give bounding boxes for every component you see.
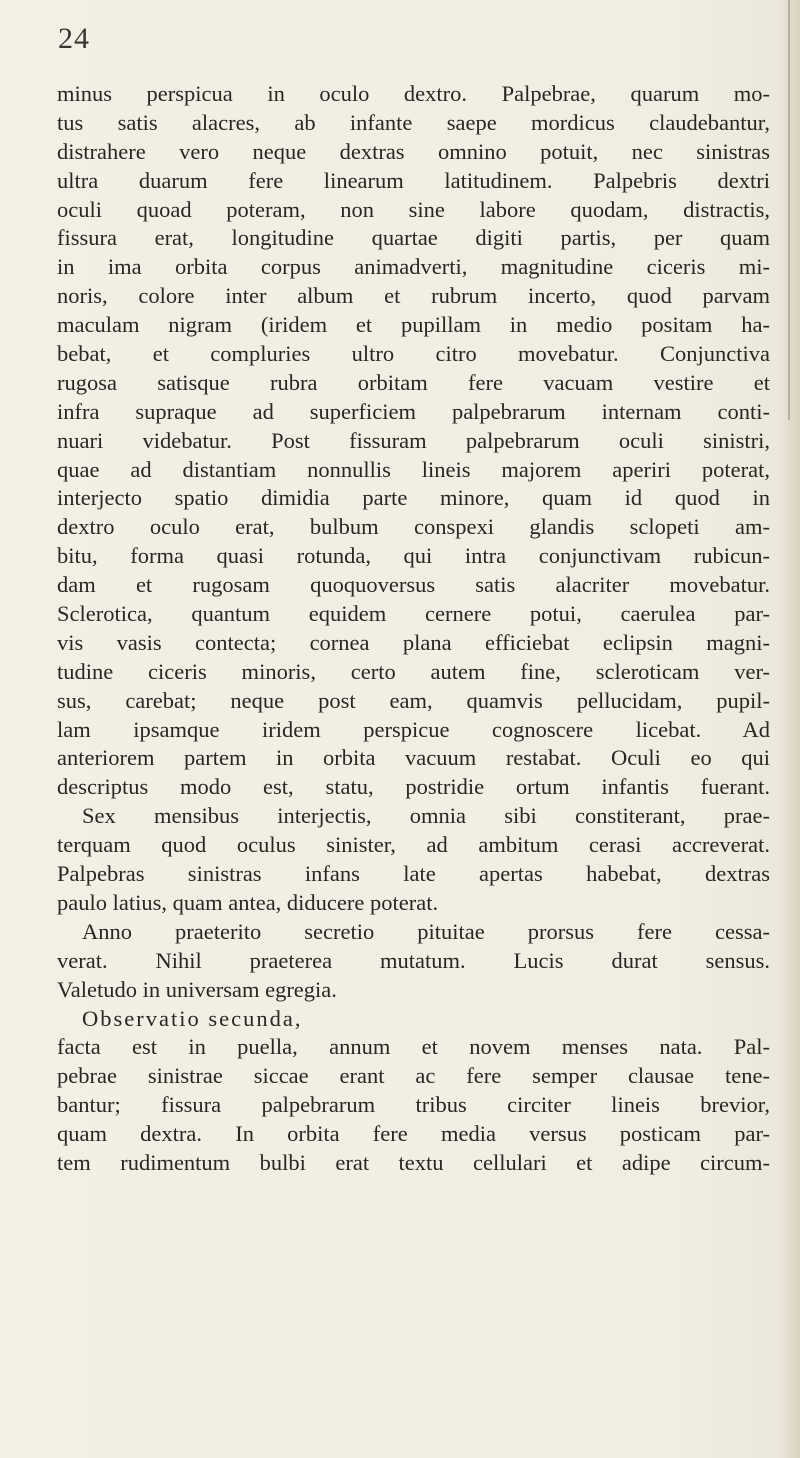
text-line: tudine ciceris minoris, certo autem fine, scleroticam ver-	[57, 658, 770, 684]
text-line: verat. Nihil praeterea mutatum. Lucis durat sensus.	[57, 947, 770, 973]
text-line: noris, colore inter album et rubrum incerto, quod parvam	[57, 283, 770, 309]
text-line: nuari videbatur. Post fissuram palpebrarum oculi sinistri,	[57, 427, 770, 453]
text-line: Palpebras sinistras infans late apertas habebat, dextras	[57, 861, 770, 887]
text-line: bitu, forma quasi rotunda, qui intra conjunctivam rubicun-	[57, 543, 770, 569]
text-line: quae ad distantiam nonnullis lineis majorem aperiri poterat,	[57, 456, 770, 482]
text-line: ultra duarum fere linearum latitudinem. Palpebris dextri	[57, 167, 770, 193]
body-text	[57, 80, 770, 1178]
text-line: rugosa satisque rubra orbitam fere vacuam vestire et	[57, 369, 770, 395]
text-line: anteriorem partem in orbita vacuum restabat. Oculi eo qui	[57, 745, 770, 771]
text-line: terquam quod oculus sinister, ad ambitum cerasi accreverat.	[57, 832, 770, 858]
text-line: pebrae sinistrae siccae erant ac fere semper clausae tene-	[57, 1063, 770, 1089]
text-line: in ima orbita corpus animadverti, magnitudine ciceris mi-	[57, 254, 770, 280]
text-line: tem rudimentum bulbi erat textu cellulari et adipe circum-	[57, 1149, 770, 1175]
text-line: quam dextra. In orbita fere media versus posticam par-	[57, 1121, 770, 1147]
text-line: Valetudo in universam egregia.	[57, 976, 337, 1002]
text-line: Sclerotica, quantum equidem cernere potui, caerulea par-	[57, 601, 770, 627]
text-line: Sex mensibus interjectis, omnia sibi constiterant, prae-	[82, 803, 770, 829]
text-line: oculi quoad poteram, non sine labore quodam, distractis,	[57, 196, 770, 222]
text-line: tus satis alacres, ab infante saepe mordicus claudebantur,	[57, 109, 770, 135]
text-line: infra supraque ad superficiem palpebrarum internam conti-	[57, 398, 770, 424]
text-line: facta est in puella, annum et novem menses nata. Pal-	[57, 1034, 770, 1060]
text-line: maculam nigram (iridem et pupillam in medio positam ha-	[57, 312, 770, 338]
text-line: minus perspicua in oculo dextro. Palpebrae, quarum mo-	[57, 81, 770, 106]
text-line: fissura erat, longitudine quartae digiti partis, per quam	[57, 225, 770, 251]
text-line: dam et rugosam quoquoversus satis alacriter movebatur.	[57, 572, 770, 598]
text-line: dextro oculo erat, bulbum conspexi glandis sclopeti am-	[57, 514, 770, 540]
text-line: bantur; fissura palpebrarum tribus circiter lineis brevior,	[57, 1092, 770, 1118]
text-line: Anno praeterito secretio pituitae prorsus fere cessa-	[82, 918, 770, 944]
text-line: paulo latius, quam antea, diducere poterat.	[57, 889, 439, 915]
text-line: bebat, et compluries ultro citro movebatur. Conjunctiva	[57, 341, 770, 367]
text-line: distrahere vero neque dextras omnino potuit, nec sinistras	[57, 138, 770, 164]
text-line: vis vasis contecta; cornea plana efficiebat eclipsin magni-	[57, 629, 770, 655]
section-heading: Observatio secunda,	[82, 1005, 303, 1031]
text-line: lam ipsamque iridem perspicue cognoscere licebat. Ad	[57, 716, 770, 742]
text-line: interjecto spatio dimidia parte minore, quam id quod in	[57, 485, 770, 511]
text-line: descriptus modo est, statu, postridie ortum infantis fuerant.	[57, 774, 770, 800]
page-edge-line	[788, 0, 790, 420]
text-line: sus, carebat; neque post eam, quamvis pellucidam, pupil-	[57, 687, 770, 713]
page-number: 24	[58, 22, 90, 55]
